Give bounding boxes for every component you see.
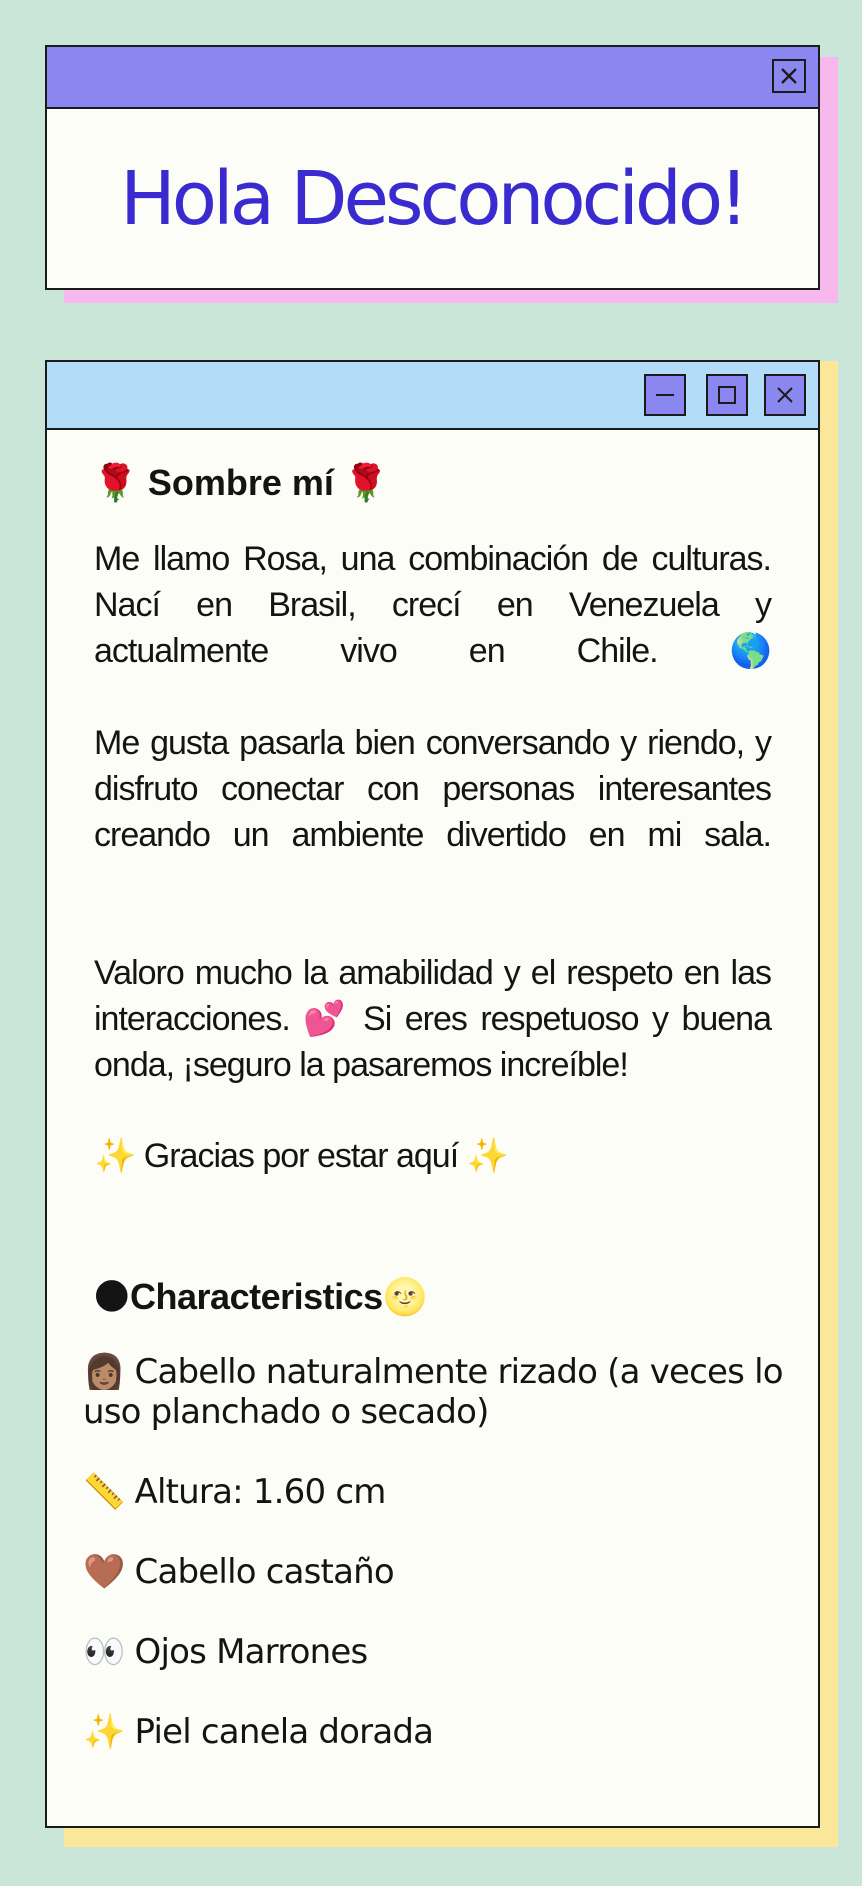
- characteristic-item: 👀 Ojos Marrones: [83, 1632, 368, 1672]
- characteristic-item: 🤎 Cabello castaño: [83, 1552, 394, 1592]
- about-heading: 🌹 Sombre mí 🌹: [93, 462, 389, 503]
- characteristic-item: 👩🏽 Cabello naturalmente rizado (a veces lo uso planchado o secado): [83, 1352, 783, 1432]
- maximize-icon: [714, 382, 740, 408]
- characteristics-heading: 🌑Characteristics🌝: [93, 1276, 427, 1317]
- close-button[interactable]: [772, 59, 806, 93]
- greeting-title: Hola Desconocido!: [120, 155, 745, 242]
- greeting-window: [45, 45, 820, 290]
- minimize-icon: [652, 382, 678, 408]
- bio-paragraph: Valoro mucho la amabilidad y el respeto en las interacciones. 💕 Si eres respetuoso y buena onda, ¡seguro la pasaremos increíble!: [94, 954, 771, 1084]
- close-button[interactable]: [764, 374, 806, 416]
- about-window-titlebar[interactable]: [47, 362, 818, 430]
- close-icon: [772, 382, 798, 408]
- greeting-window-titlebar[interactable]: [47, 47, 818, 109]
- about-window: [45, 360, 820, 1828]
- characteristic-item: ✨ Piel canela dorada: [83, 1712, 434, 1752]
- thanks-text: ✨ Gracias por estar aquí ✨: [94, 1137, 508, 1175]
- maximize-button[interactable]: [706, 374, 748, 416]
- characteristic-item: 📏 Altura: 1.60 cm: [83, 1472, 386, 1512]
- close-icon: [778, 65, 800, 87]
- bio-paragraph: Me llamo Rosa, una combinación de culturas. Nací en Brasil, crecí en Venezuela y actualmente vivo en Chile. 🌎: [94, 540, 771, 670]
- minimize-button[interactable]: [644, 374, 686, 416]
- bio-paragraph: Me gusta pasarla bien conversando y riendo, y disfruto conectar con personas interesantes creando un ambiente divertido en mi sala.: [94, 724, 771, 854]
- about-content: [47, 430, 818, 1826]
